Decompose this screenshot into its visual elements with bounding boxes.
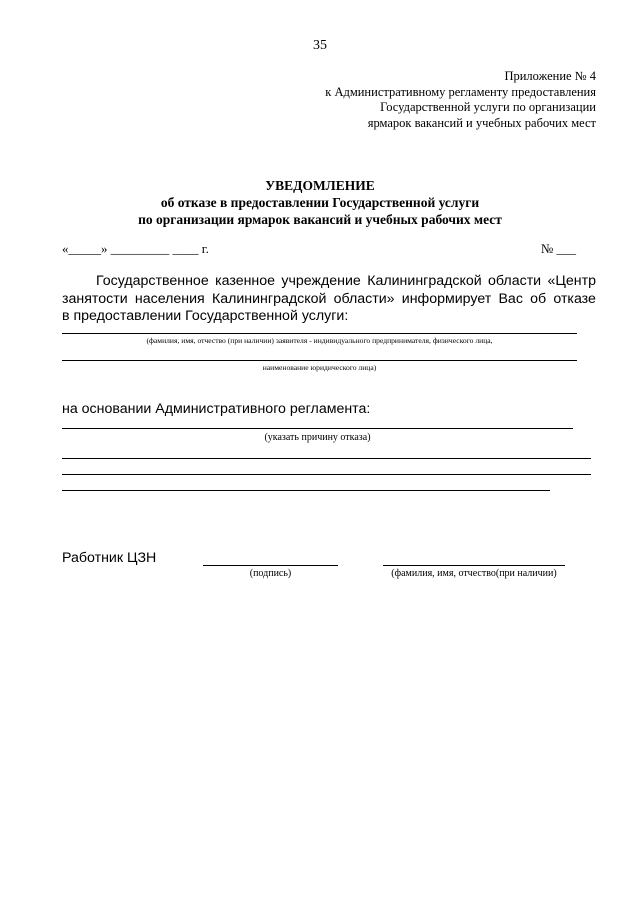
word: области xyxy=(488,273,542,289)
word: Государственное xyxy=(96,273,209,289)
worker-label: Работник ЦЗН xyxy=(62,550,157,566)
legal-entity-field[interactable] xyxy=(62,360,577,361)
reason-extra-line-3[interactable] xyxy=(62,490,550,491)
date-day-blank: _____ xyxy=(68,241,101,256)
reason-extra-line-2[interactable] xyxy=(62,474,591,475)
worker-name-caption: (фамилия, имя, отчество(при наличии) xyxy=(391,568,557,579)
appendix-line-3: Государственной услуги по организации xyxy=(380,100,596,114)
date-year-blank: ____ xyxy=(172,241,199,256)
date-close-quote: » xyxy=(101,241,108,256)
signature-field[interactable] xyxy=(203,565,338,566)
paragraph-line-1 xyxy=(62,273,596,289)
signature-caption: (подпись) xyxy=(249,568,292,579)
date-month-blank: _________ xyxy=(110,241,170,256)
applicant-name-field[interactable] xyxy=(62,333,577,334)
applicant-caption: (фамилия, имя, отчество (при наличии) заявителя - индивидуального предпринимателя, физического лица, xyxy=(146,336,493,345)
word: области» xyxy=(333,291,395,307)
word: Вас xyxy=(498,291,523,307)
page-number: 35 xyxy=(313,38,327,53)
appendix-line-1: Приложение № 4 xyxy=(504,69,596,83)
paragraph-line-2 xyxy=(62,291,596,307)
word: населения xyxy=(134,291,205,307)
reason-field[interactable] xyxy=(62,428,573,429)
legal-entity-caption: наименование юридического лица) xyxy=(262,363,377,372)
word: учреждение xyxy=(281,273,361,289)
word: об xyxy=(530,291,547,307)
document-subtitle-2: по организации ярмарок вакансий и учебных рабочих мест xyxy=(138,212,502,227)
basis-label: на основании Административного регламента: xyxy=(62,401,371,417)
document-title: УВЕДОМЛЕНИЕ xyxy=(265,178,375,193)
word: информирует xyxy=(401,291,492,307)
word: занятости xyxy=(62,291,128,307)
date-year-suffix: г. xyxy=(201,241,209,256)
appendix-line-4: ярмарок вакансий и учебных рабочих мест xyxy=(367,116,596,130)
reason-caption: (указать причину отказа) xyxy=(264,432,371,443)
word: отказе xyxy=(553,291,596,307)
date-line xyxy=(62,241,209,257)
word: «Центр xyxy=(547,273,596,289)
date-open-quote: « xyxy=(62,241,69,256)
document-subtitle-1: об отказе в предоставлении Государственной услуги xyxy=(160,195,480,210)
reason-extra-line-1[interactable] xyxy=(62,458,591,459)
word: Калининградской xyxy=(367,273,482,289)
word: казенное xyxy=(215,273,276,289)
appendix-line-2: к Административному регламенту предоставления xyxy=(325,85,596,99)
word: Калининградской xyxy=(211,291,327,307)
paragraph-line-3: в предоставлении Государственной услуги: xyxy=(62,308,349,324)
worker-name-field[interactable] xyxy=(383,565,565,566)
document-number: № ___ xyxy=(540,241,576,256)
